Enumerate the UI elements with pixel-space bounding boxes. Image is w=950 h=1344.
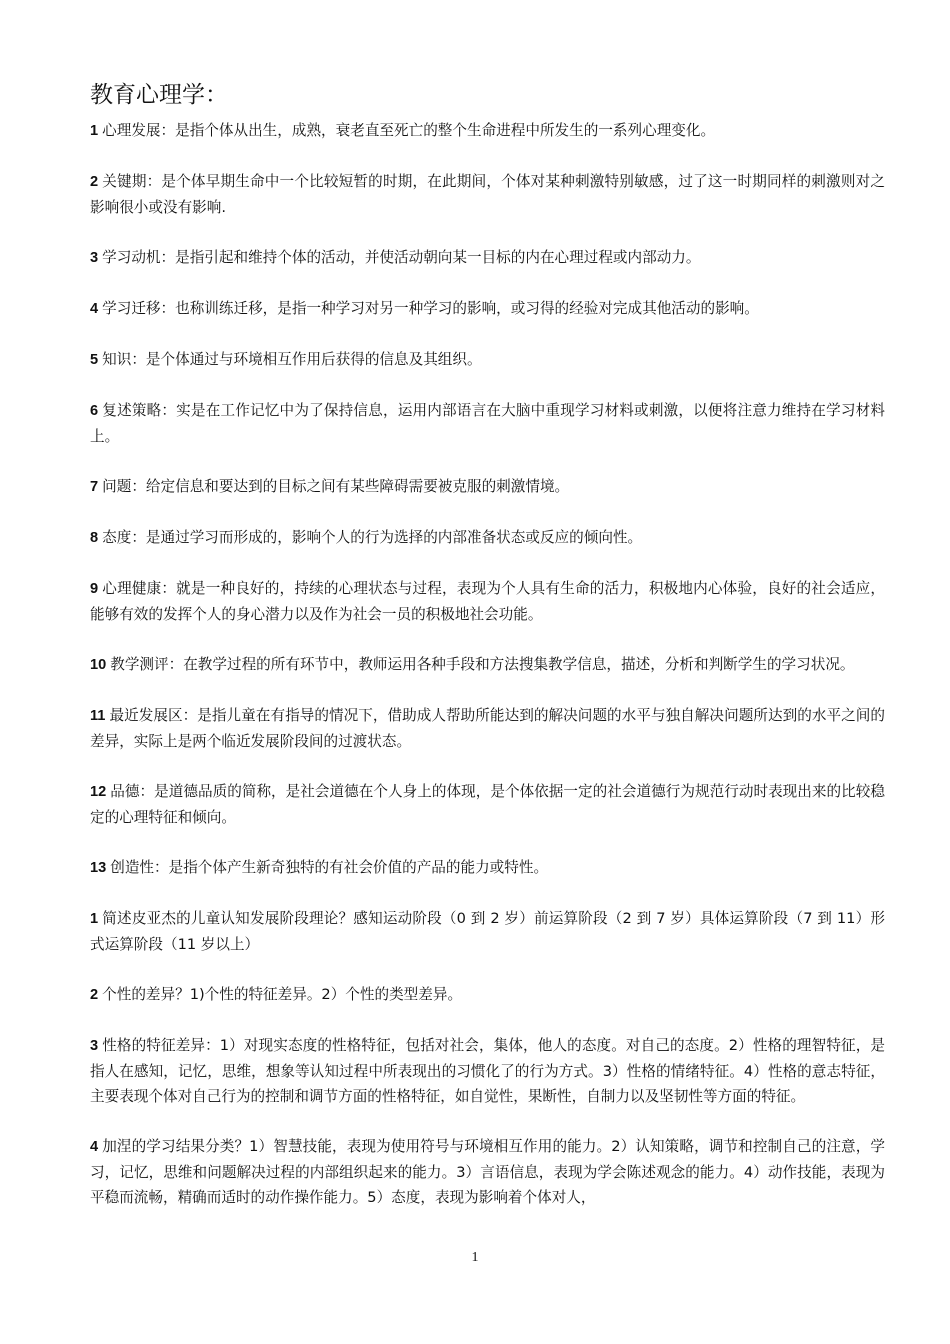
paragraph-text: 问题：给定信息和要达到的目标之间有某些障碍需要被克服的刺激情境。: [102, 478, 570, 495]
paragraph-text: 简述皮亚杰的儿童认知发展阶段理论？感知运动阶段（0 到 2 岁）前运算阶段（2 到 7 岁）具体运算阶段（7 到 11）形式运算阶段（11 岁以上）: [90, 910, 885, 953]
paragraph-number: 5: [90, 352, 99, 368]
paragraph-text: 品德：是道德品质的简称，是社会道德在个人身上的体现，是个体依据一定的社会道德行为规范行动时表现出来的比较稳定的心理特征和倾向。: [90, 783, 885, 826]
paragraph-13: [90, 855, 885, 881]
paragraph-number: 10: [90, 657, 107, 673]
paragraph-number: 11: [90, 708, 106, 724]
paragraph-number: 8: [90, 530, 99, 546]
paragraph-text: 教学测评：在教学过程的所有环节中，教师运用各种手段和方法搜集教学信息，描述，分析和判断学生的学习状况。: [110, 656, 855, 673]
paragraph-text: 复述策略：实是在工作记忆中为了保持信息，运用内部语言在大脑中重现学习材料或刺激，以便将注意力维持在学习材料上。: [90, 402, 885, 445]
paragraph-text: 知识：是个体通过与环境相互作用后获得的信息及其组织。: [102, 351, 482, 368]
paragraph-number: 1: [90, 911, 99, 927]
paragraph-1: [90, 118, 885, 144]
paragraph-6: [90, 398, 885, 449]
paragraph-number: 3: [90, 250, 99, 266]
paragraph-5: [90, 347, 885, 373]
paragraph-7: [90, 474, 885, 500]
paragraph-number: 4: [90, 1139, 99, 1155]
paragraph-text: 创造性：是指个体产生新奇独特的有社会价值的产品的能力或特性。: [110, 859, 549, 876]
paragraph-15: [90, 982, 885, 1008]
paragraph-9: [90, 576, 885, 627]
paragraph-number: 2: [90, 987, 99, 1003]
paragraph-2: [90, 169, 885, 220]
paragraph-number: 3: [90, 1038, 99, 1054]
document-body: [90, 118, 885, 1210]
page-number: 1: [471, 1250, 479, 1265]
paragraph-number: 13: [90, 860, 107, 876]
paragraph-8: [90, 525, 885, 551]
paragraph-text: 态度：是通过学习而形成的，影响个人的行为选择的内部准备状态或反应的倾向性。: [102, 529, 643, 546]
paragraph-4: [90, 296, 885, 322]
paragraph-text: 关键期：是个体早期生命中一个比较短暂的时期，在此期间，个体对某种刺激特别敏感，过了这一时期同样的刺激则对之影响很小或没有影响.: [90, 173, 885, 216]
paragraph-number: 4: [90, 301, 99, 317]
paragraph-number: 2: [90, 174, 99, 190]
paragraph-14: [90, 906, 885, 957]
paragraph-text: 个性的差异？1)个性的特征差异。2）个性的类型差异。: [102, 986, 463, 1003]
paragraph-text: 最近发展区：是指儿童在有指导的情况下，借助成人帮助所能达到的解决问题的水平与独自解决问题所达到的水平之间的差异，实际上是两个临近发展阶段间的过渡状态。: [90, 707, 885, 750]
paragraph-text: 加涅的学习结果分类？1）智慧技能，表现为使用符号与环境相互作用的能力。2）认知策略，调节和控制自己的注意，学习，记忆，思维和问题解决过程的内部组织起来的能力。3）言语信息，表现为学会陈述观念的能力。4）动作技能，表现为平稳而流畅，精确而适时的动作操作能力。5）态度，表现为影响着个体对人，: [90, 1138, 885, 1206]
paragraph-10: [90, 652, 885, 678]
paragraph-12: [90, 779, 885, 830]
paragraph-text: 性格的特征差异：1）对现实态度的性格特征，包括对社会，集体，他人的态度。对自己的态度。2）性格的理智特征，是指人在感知，记忆，思维，想象等认知过程中所表现出的习惯化了的行为方式。3）性格的情绪特征。4）性格的意志特征，主要表现个体对自己行为的控制和调节方面的性格特征，如自觉性，果断性，自制力以及坚韧性等方面的特征。: [90, 1037, 885, 1105]
paragraph-number: 7: [90, 479, 99, 495]
paragraph-text: 心理发展：是指个体从出生，成熟，衰老直至死亡的整个生命进程中所发生的一系列心理变化。: [102, 122, 716, 139]
paragraph-text: 学习动机：是指引起和维持个体的活动，并使活动朝向某一目标的内在心理过程或内部动力。: [102, 249, 701, 266]
paragraph-text: 心理健康：就是一种良好的，持续的心理状态与过程，表现为个人具有生命的活力，积极地内心体验，良好的社会适应，能够有效的发挥个人的身心潜力以及作为社会一员的积极地社会功能。: [90, 580, 885, 623]
document-title: 教育心理学：: [90, 82, 228, 108]
paragraph-16: [90, 1033, 885, 1109]
paragraph-number: 9: [90, 581, 99, 597]
paragraph-11: [90, 703, 885, 754]
paragraph-3: [90, 245, 885, 271]
paragraph-number: 12: [90, 784, 107, 800]
paragraph-number: 1: [90, 123, 99, 139]
paragraph-text: 学习迁移：也称训练迁移，是指一种学习对另一种学习的影响，或习得的经验对完成其他活动的影响。: [102, 300, 759, 317]
paragraph-17: [90, 1134, 885, 1210]
paragraph-number: 6: [90, 403, 99, 419]
